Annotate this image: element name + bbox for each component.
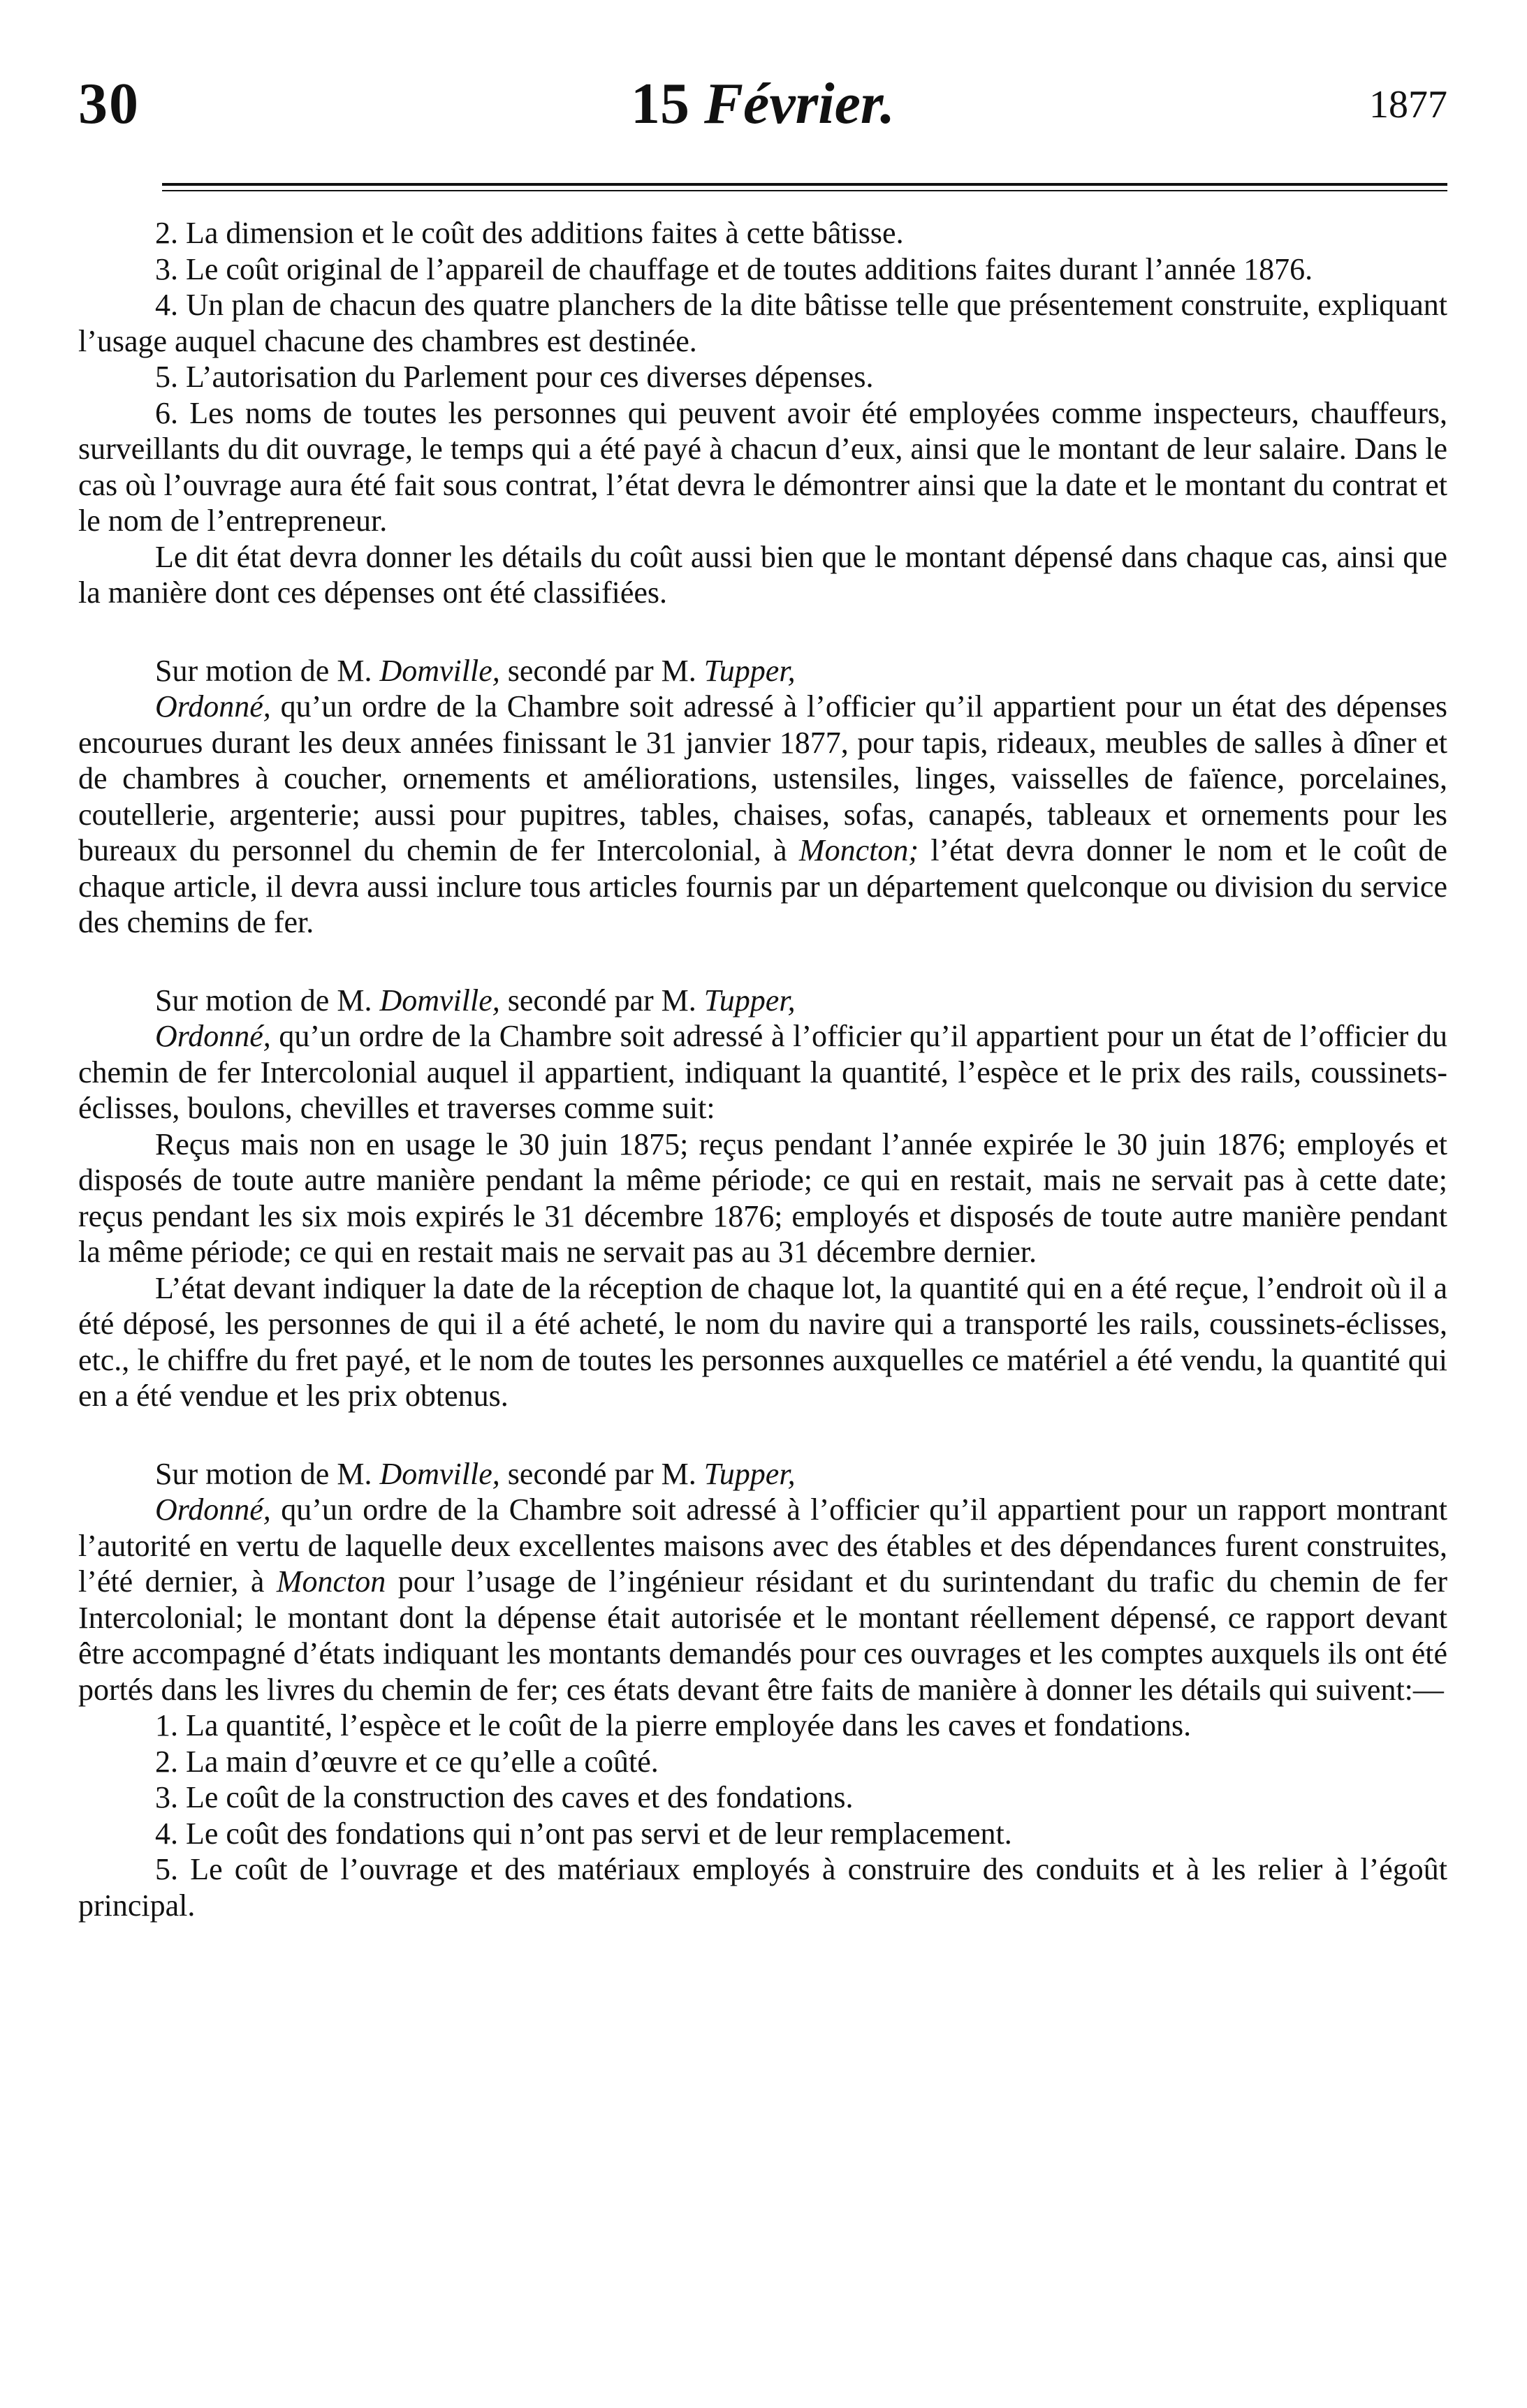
motion-heading	[78, 1456, 1447, 1492]
header-date-day: 15	[631, 71, 690, 136]
motion-text: qu’un ordre de la Chambre soit adressé à l’officier qu’il appartient pour un état des dépenses encourues durant les deux années finissant le 31 janvier 1877, pour tapis, rideaux, meubles de salles à dîner et de chambres à coucher, ornements et améliorations, ustensiles, linges, vaisselles de faïence, porcelaines, coutellerie, argenterie; aussi pour pupitres, tables, chaises, sofas, canapés, tableaux et ornements pour les bureaux du personnel du chemin de fer Intercolonial, à	[78, 689, 1447, 867]
mover-name: Domville,	[379, 1456, 500, 1491]
ordered-label: Ordonné,	[155, 689, 271, 724]
motion-body	[78, 1492, 1447, 1708]
place-name: Moncton;	[798, 833, 919, 867]
header-rule	[162, 183, 1447, 191]
header-date	[631, 70, 895, 138]
motion-lead: Sur motion de M.	[155, 1456, 380, 1491]
motion-text: l’état devra donner le nom et le coût de chaque article, il devra aussi inclure tous articles fournis par un département quelconque ou division du service des chemins de fer.	[78, 833, 1447, 939]
list-item: 5. Le coût de l’ouvrage et des matériaux employés à construire des conduits et à les relier à l’égoût principal.	[78, 1852, 1447, 1923]
motion-lead: Sur motion de M.	[155, 653, 380, 688]
list-item: 6. Les noms de toutes les personnes qui peuvent avoir été employées comme inspecteurs, chauffeurs, surveillants du dit ouvrage, le temps qui a été payé à chacun d’eux, ainsi que le montant de leur salaire. Dans le cas où l’ouvrage aura été fait sous contrat, l’état devra le démontrer ainsi que la date et le montant du contrat et le nom de l’entrepreneur.	[78, 395, 1447, 538]
seconder-name: Tupper,	[703, 983, 796, 1018]
page-number: 30	[78, 71, 140, 136]
section-gap	[78, 611, 1447, 653]
list-item: 4. Le coût des fondations qui n’ont pas servi et de leur remplacement.	[155, 1816, 1012, 1851]
page-header	[78, 70, 1447, 147]
paragraph: Le dit état devra donner les détails du coût aussi bien que le montant dépensé dans chaque cas, ainsi que la manière dont ces dépenses ont été classifiées.	[78, 539, 1447, 610]
list-item: 5. L’autorisation du Parlement pour ces diverses dépenses.	[155, 360, 874, 394]
seconder-name: Tupper,	[703, 1456, 796, 1491]
section-gap	[78, 941, 1447, 983]
motion-body	[78, 689, 1447, 941]
list-item: 3. Le coût de la construction des caves et des fondations.	[155, 1780, 854, 1814]
section-gap	[78, 1414, 1447, 1456]
header-date-month: Février.	[704, 71, 895, 136]
motion-text: pour l’usage de l’ingénieur résidant et du surintendant du trafic du chemin de fer Intercolonial; le montant dont la dépense était autorisée et le montant réellement dépensé, ce rapport devant être accompagné d’états indiquant les montants demandés pour ces ouvrages et les comptes auxquels ils ont été portés dans les livres du chemin de fer; ces états devant être faits de manière à donner les détails qui suivent:—	[78, 1564, 1447, 1707]
list-item: 2. La main d’œuvre et ce qu’elle a coûté.	[155, 1744, 659, 1779]
motion-text: qu’un ordre de la Chambre soit adressé à l’officier qu’il appartient pour un état de l’officier du chemin de fer Intercolonial auquel il appartient, indiquant la quantité, l’espèce et le prix des rails, coussinets-éclisses, boulons, chevilles et traverses comme suit:	[78, 1019, 1447, 1125]
motion-lead: Sur motion de M.	[155, 983, 380, 1018]
mover-name: Domville,	[379, 983, 500, 1018]
place-name: Moncton	[276, 1564, 386, 1599]
motion-text: qu’un ordre de la Chambre soit adressé à l’officier qu’il appartient pour un rapport montrant l’autorité en vertu de laquelle deux excellentes maisons avec des étables et des dépendances furent construites, l’été dernier, à	[78, 1492, 1447, 1599]
body-text	[78, 215, 1447, 1923]
list-item: 1. La quantité, l’espèce et le coût de la pierre employée dans les caves et fondations.	[155, 1708, 1192, 1742]
document-page	[78, 70, 1447, 1923]
motion-body	[78, 1018, 1447, 1126]
ordered-label: Ordonné,	[155, 1492, 271, 1527]
motion-lead: secondé par M.	[499, 1456, 704, 1491]
motion-lead: secondé par M.	[499, 653, 704, 688]
paragraph: L’état devant indiquer la date de la réception de chaque lot, la quantité qui en a été reçue, l’endroit où il a été déposé, les personnes de qui il a été acheté, le nom du navire qui a transporté les rails, coussinets-éclisses, etc., le chiffre du fret payé, et le nom de toutes les personnes auxquelles ce matériel a été vendu, la quantité qui en a été vendue et les prix obtenus.	[78, 1270, 1447, 1413]
list-item: 4. Un plan de chacun des quatre planchers de la dite bâtisse telle que présentement construite, expliquant l’usage auquel chacune des chambres est destinée.	[78, 288, 1447, 358]
motion-lead: secondé par M.	[499, 983, 704, 1018]
seconder-name: Tupper,	[703, 653, 796, 688]
header-year: 1877	[1369, 83, 1447, 126]
ordered-label: Ordonné,	[155, 1019, 271, 1053]
paragraph: Reçus mais non en usage le 30 juin 1875; reçus pendant l’année expirée le 30 juin 1876; employés et disposés de toute autre manière pendant la même période; ce qui en restait, mais ne servait pas à cette date; reçus pendant les six mois expirés le 31 décembre 1876; employés et disposés de toute autre manière pendant la même période; ce qui en restait mais ne servait pas au 31 décembre dernier.	[78, 1126, 1447, 1269]
mover-name: Domville,	[379, 653, 500, 688]
list-item: 3. Le coût original de l’appareil de chauffage et de toutes additions faites durant l’année 1876.	[155, 251, 1313, 286]
motion-heading	[78, 653, 1447, 689]
list-item: 2. La dimension et le coût des additions faites à cette bâtisse.	[155, 216, 904, 250]
motion-heading	[78, 983, 1447, 1019]
